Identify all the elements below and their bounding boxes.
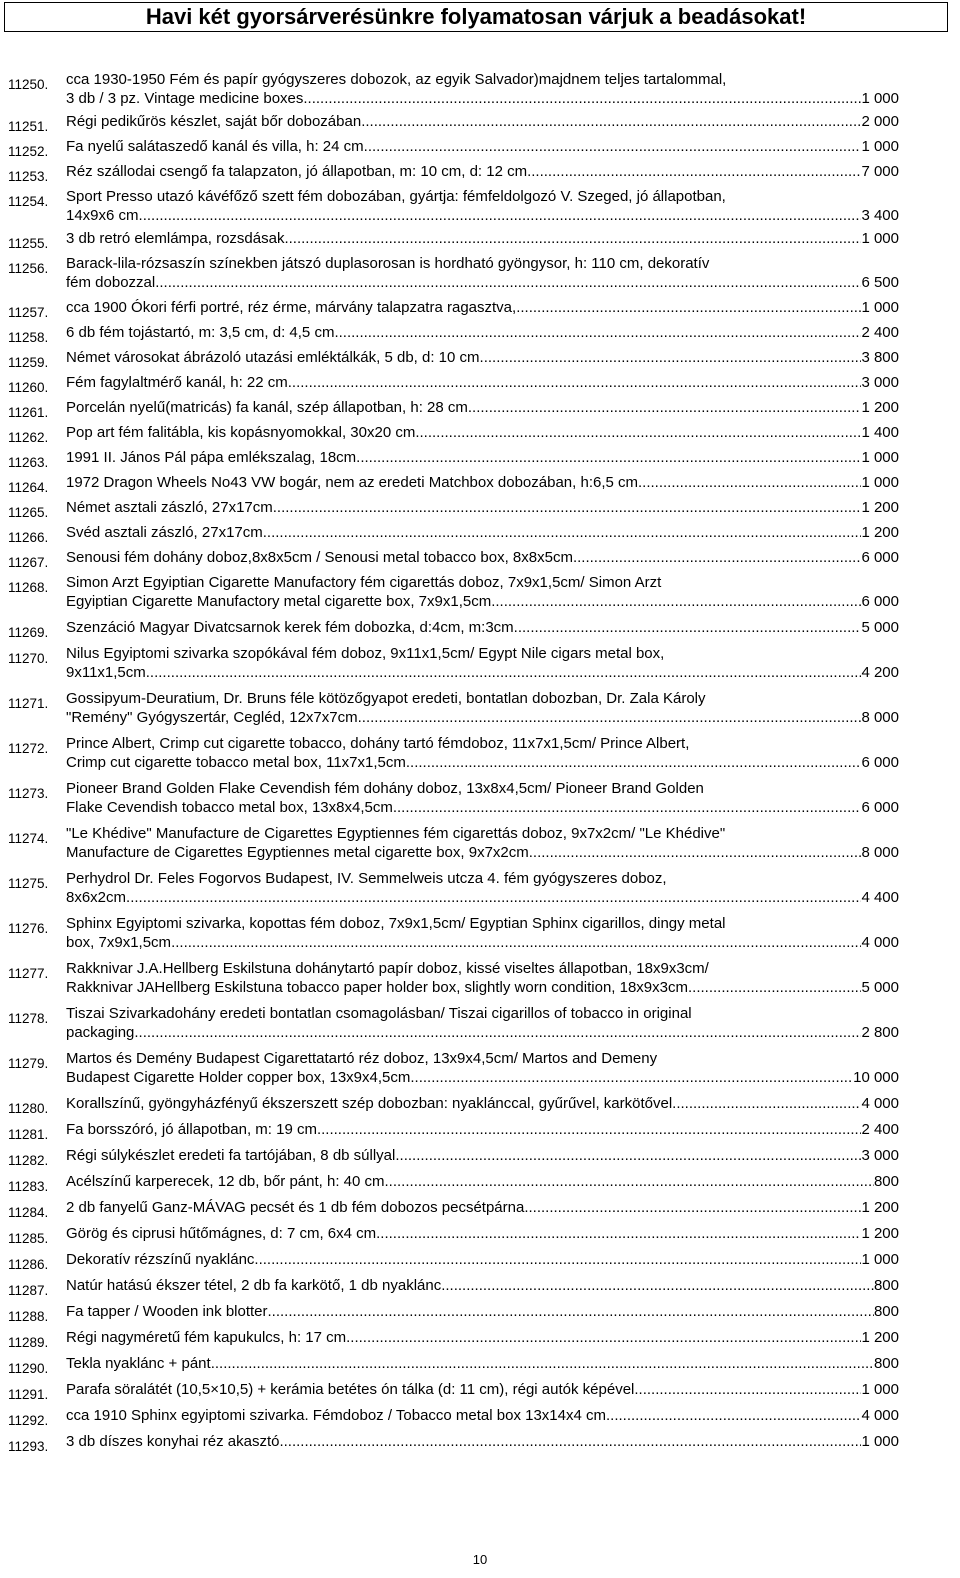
lot-price-line xyxy=(66,523,899,542)
dot-leader xyxy=(364,137,862,156)
lot-item xyxy=(0,1380,899,1402)
lot-number: 11253. xyxy=(8,169,49,184)
lot-item xyxy=(0,1198,899,1220)
dot-leader xyxy=(254,1250,861,1269)
lot-price-line xyxy=(66,1354,899,1373)
lot-price-line xyxy=(66,933,899,952)
dot-leader xyxy=(171,933,861,952)
lot-description: Nilus Egyiptomi szivarka szopókával fém doboz, 9x11x1,5cm/ Egypt Nile cigars metal box, xyxy=(66,645,665,662)
lot-price: 800 xyxy=(873,1277,899,1294)
dot-leader xyxy=(468,398,862,417)
lot-price-line xyxy=(66,843,899,862)
lot-price: 5 000 xyxy=(861,979,899,996)
lot-item xyxy=(0,1004,899,1042)
dot-leader xyxy=(606,1406,861,1425)
dot-leader xyxy=(268,1302,874,1321)
lot-number: 11256. xyxy=(8,261,49,276)
lot-description-end: 3 db díszes konyhai réz akasztó xyxy=(66,1433,280,1450)
lot-description-end: Fa nyelű salátaszedő kanál és villa, h: 24 cm xyxy=(66,138,364,155)
lot-item xyxy=(0,734,899,772)
banner-title: Havi két gyorsárverésünkre folyamatosan várjuk a beadásokat! xyxy=(145,4,807,29)
lot-number: 11258. xyxy=(8,330,49,345)
lot-description-end: Crimp cut cigarette tobacco metal box, 11x7x1,5cm xyxy=(66,754,406,771)
lot-description: "Le Khédive" Manufacture de Cigarettes Egyptiennes fém cigarettás doboz, 9x7x2cm/ "Le Khédive" xyxy=(66,825,726,842)
lot-description: Barack-lila-rózsaszín színekben játszó duplasorosan is hordható gyöngysor, h: 110 cm, dekoratív xyxy=(66,255,710,272)
lot-price: 1 400 xyxy=(861,424,899,441)
lot-price: 6 000 xyxy=(861,593,899,610)
lot-number: 11266. xyxy=(8,530,49,545)
dot-leader xyxy=(211,1354,874,1373)
lot-description: Rakknivar J.A.Hellberg Eskilstuna dohánytartó papír doboz, kissé viseltes állapotban, 18x9x3cm/ xyxy=(66,960,709,977)
lot-number: 11268. xyxy=(8,580,49,595)
lot-description-end: 2 db fanyelű Ganz-MÁVAG pecsét és 1 db fém dobozos pecsétpárna xyxy=(66,1199,525,1216)
dot-leader xyxy=(395,1146,861,1165)
lot-price-line xyxy=(66,708,899,727)
dot-leader xyxy=(284,229,861,248)
lot-number: 11281. xyxy=(8,1127,49,1142)
lot-price-line xyxy=(66,162,899,181)
lot-price-line xyxy=(66,112,899,131)
dot-leader xyxy=(279,1432,861,1451)
lot-price-line xyxy=(66,298,899,317)
lot-number: 11272. xyxy=(8,741,49,756)
lot-price-line xyxy=(66,1023,899,1042)
lot-item xyxy=(0,1094,899,1116)
lot-description: Sphinx Egyiptomi szivarka, kopottas fém doboz, 7x9x1,5cm/ Egyptian Sphinx cigarillos, dingy metal xyxy=(66,915,726,932)
lot-item xyxy=(0,498,899,520)
lot-number: 11254. xyxy=(8,194,49,209)
lot-item xyxy=(0,473,899,495)
lot-description-end: Porcelán nyelű(matricás) fa kanál, szép állapotban, h: 28 cm xyxy=(66,399,468,416)
lot-number: 11270. xyxy=(8,651,49,666)
lot-price-line xyxy=(66,1380,899,1399)
lot-number: 11251. xyxy=(8,119,49,134)
lot-description-end: Senousi fém dohány doboz,8x8x5cm / Senousi metal tobacco box, 8x8x5cm xyxy=(66,549,573,566)
dot-leader xyxy=(263,523,862,542)
lot-price: 1 200 xyxy=(861,499,899,516)
lot-description-end: Régi pedikűrös készlet, saját bőr dobozában xyxy=(66,113,362,130)
lot-price: 3 000 xyxy=(861,374,899,391)
lot-price: 3 000 xyxy=(861,1147,899,1164)
lot-number: 11262. xyxy=(8,430,49,445)
lot-item xyxy=(0,1120,899,1142)
lot-description-end: Réz szállodai csengő fa talapzaton, jó állapotban, m: 10 cm, d: 12 cm xyxy=(66,163,528,180)
lot-description-end: Német asztali zászló, 27x17cm xyxy=(66,499,273,516)
lot-number: 11255. xyxy=(8,236,49,251)
lot-item xyxy=(0,1172,899,1194)
lot-description-end: Natúr hatású ékszer tétel, 2 db fa karkötő, 1 db nyaklánc xyxy=(66,1277,442,1294)
lot-price-line xyxy=(66,206,899,225)
lot-item xyxy=(0,298,899,320)
page-number: 10 xyxy=(472,1552,488,1567)
lot-number: 11274. xyxy=(8,831,49,846)
lot-price: 800 xyxy=(873,1355,899,1372)
dot-leader xyxy=(524,1198,861,1217)
lot-item xyxy=(0,959,899,997)
dot-leader xyxy=(303,89,861,108)
lot-number: 11284. xyxy=(8,1205,49,1220)
dot-leader xyxy=(410,1068,853,1087)
lot-price: 8 000 xyxy=(861,709,899,726)
lot-description: Sport Presso utazó kávéfőző szett fém dobozában, gyártja: fémfeldolgozó V. Szeged, jó állapotban, xyxy=(66,188,726,205)
lot-description-end: 3 db retró elemlámpa, rozsdásak xyxy=(66,230,285,247)
lot-number: 11261. xyxy=(8,405,49,420)
lot-price: 1 000 xyxy=(861,474,899,491)
lot-description-end: Acélszínű karperecek, 12 db, bőr pánt, h: 40 cm xyxy=(66,1173,385,1190)
dot-leader xyxy=(334,323,861,342)
lot-description-end: "Remény" Gyógyszertár, Cegléd, 12x7x7cm xyxy=(66,709,358,726)
lot-price-line xyxy=(66,1250,899,1269)
lot-item xyxy=(0,423,899,445)
lot-description-end: Pop art fém falitábla, kis kopásnyomokkal, 30x20 cm xyxy=(66,424,416,441)
lot-description-end: Rakknivar JAHellberg Eskilstuna tobacco paper holder box, slightly worn condition, 18x9x3cm xyxy=(66,979,688,996)
lot-item xyxy=(0,323,899,345)
auction-lot-list xyxy=(0,70,960,1454)
lot-item xyxy=(0,1049,899,1087)
lot-price: 800 xyxy=(873,1173,899,1190)
lot-number: 11263. xyxy=(8,455,49,470)
lot-price-line xyxy=(66,753,899,772)
lot-price-line xyxy=(66,373,899,392)
lot-number: 11291. xyxy=(8,1387,49,1402)
lot-price: 2 800 xyxy=(861,1024,899,1041)
lot-number: 11278. xyxy=(8,1011,49,1026)
lot-description-end: Régi súlykészlet eredeti fa tartójában, 8 db súllyal xyxy=(66,1147,396,1164)
lot-price-line xyxy=(66,798,899,817)
lot-price-line xyxy=(66,1406,899,1425)
dot-leader xyxy=(634,1380,861,1399)
lot-price: 1 000 xyxy=(861,138,899,155)
lot-price-line xyxy=(66,137,899,156)
lot-price-line xyxy=(66,498,899,517)
lot-price-line xyxy=(66,1198,899,1217)
lot-price: 6 500 xyxy=(861,274,899,291)
lot-number: 11288. xyxy=(8,1309,49,1324)
lot-item xyxy=(0,229,899,251)
lot-price: 1 200 xyxy=(861,399,899,416)
lot-price-line xyxy=(66,618,899,637)
lot-description-end: Fém fagylaltmérő kanál, h: 22 cm xyxy=(66,374,288,391)
lot-item xyxy=(0,112,899,134)
dot-leader xyxy=(139,206,862,225)
dot-leader xyxy=(361,112,861,131)
lot-price-line xyxy=(66,1172,899,1191)
lot-price: 1 000 xyxy=(861,299,899,316)
dot-leader xyxy=(317,1120,862,1139)
dot-leader xyxy=(638,473,861,492)
dot-leader xyxy=(126,888,861,907)
lot-number: 11250. xyxy=(8,77,49,92)
lot-description-end: 1972 Dragon Wheels No43 VW bogár, nem az eredeti Matchbox dobozában, h:6,5 cm xyxy=(66,474,638,491)
lot-price: 1 000 xyxy=(861,1433,899,1450)
lot-price: 2 000 xyxy=(861,113,899,130)
lot-item xyxy=(0,548,899,570)
lot-price: 1 200 xyxy=(861,1329,899,1346)
lot-description-end: 6 db fém tojástartó, m: 3,5 cm, d: 4,5 cm xyxy=(66,324,335,341)
lot-price-line xyxy=(66,229,899,248)
lot-description-end: Budapest Cigarette Holder copper box, 13x9x4,5cm xyxy=(66,1069,411,1086)
dot-leader xyxy=(356,448,861,467)
lot-price: 3 400 xyxy=(861,207,899,224)
dot-leader xyxy=(573,548,862,567)
lot-number: 11265. xyxy=(8,505,49,520)
lot-item xyxy=(0,162,899,184)
lot-price: 4 000 xyxy=(861,1095,899,1112)
lot-item xyxy=(0,448,899,470)
lot-price-line xyxy=(66,1094,899,1113)
lot-description-end: Régi nagyméretű fém kapukulcs, h: 17 cm xyxy=(66,1329,347,1346)
lot-item xyxy=(0,779,899,817)
lot-description: Tiszai Szivarkadohány eredeti bontatlan csomagolásban/ Tiszai cigarillos of tobacco in original xyxy=(66,1005,692,1022)
lot-description-end: Korallszínű, gyöngyházfényű ékszerszett szép dobozban: nyaklánccal, gyűrűvel, karkötővel xyxy=(66,1095,673,1112)
lot-number: 11280. xyxy=(8,1101,49,1116)
lot-item xyxy=(0,523,899,545)
dot-leader xyxy=(514,618,862,637)
lot-description-end: Parafa söralátét (10,5×10,5) + kerámia betétes ón tálka (d: 11 cm), régi autók képével xyxy=(66,1381,635,1398)
lot-item xyxy=(0,1250,899,1272)
lot-description: Gossipyum-Deuratium, Dr. Bruns féle kötözőgyapot eredeti, bontatlan dobozban, Dr. Zala Károly xyxy=(66,690,706,707)
lot-description-end: Német városokat ábrázoló utazási emléktálkák, 5 db, d: 10 cm xyxy=(66,349,480,366)
lot-item xyxy=(0,187,899,225)
lot-number: 11264. xyxy=(8,480,49,495)
lot-price-line xyxy=(66,1068,899,1087)
lot-description-end: Fa borsszóró, jó állapotban, m: 19 cm xyxy=(66,1121,317,1138)
dot-leader xyxy=(415,423,861,442)
dot-leader xyxy=(672,1094,861,1113)
lot-item xyxy=(0,1224,899,1246)
lot-price: 1 000 xyxy=(861,230,899,247)
lot-price: 4 400 xyxy=(861,889,899,906)
lot-price: 4 000 xyxy=(861,934,899,951)
lot-price: 3 800 xyxy=(861,349,899,366)
lot-price: 6 000 xyxy=(861,549,899,566)
lot-number: 11273. xyxy=(8,786,49,801)
lot-item xyxy=(0,914,899,952)
lot-price: 7 000 xyxy=(861,163,899,180)
lot-description-end: fém dobozzal xyxy=(66,274,156,291)
lot-price-line xyxy=(66,1146,899,1165)
lot-item xyxy=(0,1146,899,1168)
lot-item xyxy=(0,1432,899,1454)
dot-leader xyxy=(529,843,862,862)
lot-description-end: cca 1910 Sphinx egyiptomi szivarka. Fémdoboz / Tobacco metal box 13x14x4 cm xyxy=(66,1407,606,1424)
dot-leader xyxy=(273,498,862,517)
dot-leader xyxy=(288,373,862,392)
lot-price: 5 000 xyxy=(861,619,899,636)
lot-price-line xyxy=(66,663,899,682)
dot-leader xyxy=(406,753,862,772)
lot-price: 8 000 xyxy=(861,844,899,861)
lot-price-line xyxy=(66,888,899,907)
lot-number: 11289. xyxy=(8,1335,49,1350)
lot-item xyxy=(0,70,899,108)
lot-item xyxy=(0,644,899,682)
lot-price: 2 400 xyxy=(861,324,899,341)
lot-number: 11292. xyxy=(8,1413,49,1428)
lot-description-end: Tekla nyaklánc + pánt xyxy=(66,1355,211,1372)
lot-price: 6 000 xyxy=(861,754,899,771)
lot-price-line xyxy=(66,1432,899,1451)
lot-price-line xyxy=(66,1328,899,1347)
dot-leader xyxy=(491,592,861,611)
lot-price-line xyxy=(66,1302,899,1321)
lot-price-line xyxy=(66,548,899,567)
lot-description-end: box, 7x9x1,5cm xyxy=(66,934,172,951)
dot-leader xyxy=(393,798,862,817)
lot-description-end: cca 1900 Ókori férfi portré, réz érme, márvány talapzatra ragasztva, xyxy=(66,299,517,316)
lot-description-end: Fa tapper / Wooden ink blotter xyxy=(66,1303,268,1320)
lot-number: 11269. xyxy=(8,625,49,640)
dot-leader xyxy=(358,708,862,727)
lot-description: Martos és Demény Budapest Cigarettatartó réz doboz, 13x9x4,5cm/ Martos and Demeny xyxy=(66,1050,658,1067)
lot-description-end: Svéd asztali zászló, 27x17cm xyxy=(66,524,263,541)
dot-leader xyxy=(688,978,861,997)
lot-item xyxy=(0,1328,899,1350)
lot-price-line xyxy=(66,323,899,342)
lot-item xyxy=(0,1276,899,1298)
lot-description: Pioneer Brand Golden Flake Cevendish fém dohány doboz, 13x8x4,5cm/ Pioneer Brand Golden xyxy=(66,780,704,797)
lot-number: 11286. xyxy=(8,1257,49,1272)
lot-item xyxy=(0,137,899,159)
lot-price-line xyxy=(66,423,899,442)
lot-price-line xyxy=(66,89,899,108)
lot-item xyxy=(0,254,899,292)
dot-leader xyxy=(527,162,861,181)
lot-description-end: Szenzáció Magyar Divatcsarnok kerek fém dobozka, d:4cm, m:3cm xyxy=(66,619,514,636)
lot-description-end: 1991 II. János Pál pápa emlékszalag, 18cm xyxy=(66,449,357,466)
dot-leader xyxy=(134,1023,861,1042)
lot-price-line xyxy=(66,448,899,467)
lot-description: Perhydrol Dr. Feles Fogorvos Budapest, IV. Semmelweis utcza 4. fém gyógyszeres doboz, xyxy=(66,870,667,887)
lot-price-line xyxy=(66,473,899,492)
lot-description-end: Dekoratív rézszínű nyaklánc xyxy=(66,1251,255,1268)
dot-leader xyxy=(146,663,862,682)
lot-item xyxy=(0,869,899,907)
lot-description-end: 14x9x6 cm xyxy=(66,207,139,224)
lot-number: 11283. xyxy=(8,1179,49,1194)
lot-description: Simon Arzt Egyiptian Cigarette Manufactory fém cigarettás doboz, 7x9x1,5cm/ Simon Arzt xyxy=(66,574,662,591)
lot-description-end: Flake Cevendish tobacco metal box, 13x8x4,5cm xyxy=(66,799,393,816)
lot-number: 11287. xyxy=(8,1283,49,1298)
lot-price: 1 000 xyxy=(861,1381,899,1398)
lot-item xyxy=(0,1302,899,1324)
lot-price-line xyxy=(66,1224,899,1243)
lot-number: 11282. xyxy=(8,1153,49,1168)
lot-number: 11290. xyxy=(8,1361,49,1376)
lot-price: 1 000 xyxy=(861,449,899,466)
dot-leader xyxy=(516,298,861,317)
lot-price: 1 200 xyxy=(861,524,899,541)
lot-item xyxy=(0,618,899,640)
lot-number: 11285. xyxy=(8,1231,49,1246)
lot-number: 11257. xyxy=(8,305,49,320)
lot-price: 1 000 xyxy=(861,90,899,107)
dot-leader xyxy=(480,348,862,367)
lot-price: 1 200 xyxy=(861,1225,899,1242)
lot-number: 11279. xyxy=(8,1056,49,1071)
lot-price: 4 000 xyxy=(861,1407,899,1424)
lot-item xyxy=(0,398,899,420)
lot-price: 4 200 xyxy=(861,664,899,681)
dot-leader xyxy=(441,1276,874,1295)
lot-price: 10 000 xyxy=(853,1069,899,1086)
lot-number: 11293. xyxy=(8,1439,49,1454)
lot-item xyxy=(0,573,899,611)
lot-description-end: packaging xyxy=(66,1024,135,1041)
lot-price-line xyxy=(66,398,899,417)
lot-description-end: Egyiptian Cigarette Manufactory metal cigarette box, 7x9x1,5cm xyxy=(66,593,492,610)
lot-number: 11260. xyxy=(8,380,49,395)
lot-number: 11277. xyxy=(8,966,49,981)
dot-leader xyxy=(385,1172,874,1191)
lot-description: cca 1930-1950 Fém és papír gyógyszeres dobozok, az egyik Salvador)majdnem teljes tartalommal, xyxy=(66,71,727,88)
announcement-banner xyxy=(4,2,948,32)
dot-leader xyxy=(376,1224,861,1243)
lot-item xyxy=(0,1354,899,1376)
lot-item xyxy=(0,1406,899,1428)
lot-number: 11259. xyxy=(8,355,49,370)
lot-item xyxy=(0,348,899,370)
lot-price: 800 xyxy=(873,1303,899,1320)
lot-number: 11275. xyxy=(8,876,49,891)
lot-number: 11252. xyxy=(8,144,49,159)
lot-number: 11267. xyxy=(8,555,49,570)
dot-leader xyxy=(155,273,861,292)
lot-price-line xyxy=(66,1276,899,1295)
lot-price: 1 200 xyxy=(861,1199,899,1216)
lot-price-line xyxy=(66,978,899,997)
lot-description-end: 8x6x2cm xyxy=(66,889,127,906)
lot-price-line xyxy=(66,1120,899,1139)
lot-item xyxy=(0,689,899,727)
lot-description: Prince Albert, Crimp cut cigarette tobacco, dohány tartó fémdoboz, 11x7x1,5cm/ Prince Albert, xyxy=(66,735,690,752)
lot-price-line xyxy=(66,592,899,611)
lot-description-end: Görög és ciprusi hűtőmágnes, d: 7 cm, 6x4 cm xyxy=(66,1225,377,1242)
lot-description-end: 9x11x1,5cm xyxy=(66,664,146,681)
lot-price-line xyxy=(66,348,899,367)
lot-number: 11271. xyxy=(8,696,49,711)
dot-leader xyxy=(346,1328,861,1347)
lot-price: 1 000 xyxy=(861,1251,899,1268)
lot-price: 2 400 xyxy=(861,1121,899,1138)
lot-description-end: Manufacture de Cigarettes Egyptiennes metal cigarette box, 9x7x2cm xyxy=(66,844,529,861)
lot-price-line xyxy=(66,273,899,292)
lot-price: 6 000 xyxy=(861,799,899,816)
lot-item xyxy=(0,373,899,395)
lot-description-end: 3 db / 3 pz. Vintage medicine boxes xyxy=(66,90,304,107)
lot-item xyxy=(0,824,899,862)
lot-number: 11276. xyxy=(8,921,49,936)
